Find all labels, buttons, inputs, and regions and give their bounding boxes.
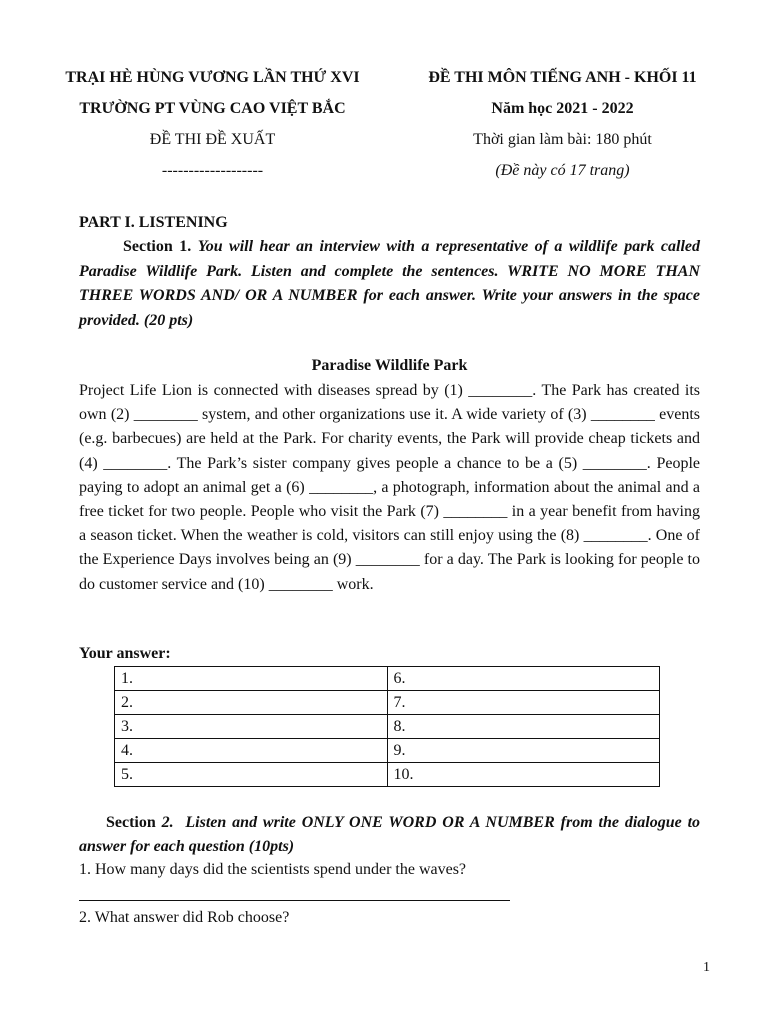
passage-text: Project Life Lion is connected with diseases spread by (1) ________. The Park has created its own (2) ________ system, and other organizations use it. A wide variety of (3) ________ events (e.g. barbecues) are held at the Park. For charity events, the Park will provide cheap tickets and (4) ________. The Park’s sister company gives people a chance to be a (5) ________. People paying to adopt an animal get a (6) ________, a photograph, information about the animal and a free ticket for two people. People who visit the Park (7) ________ in a year benefit from having a season ticket. When the weather is cold, visitors can still enjoy using the (8) ________. One of the Experience Days involves being an (9) ________ for a day. The Park is looking for people to do customer service and (10) ________ work. — [79, 382, 700, 593]
answer-cell-6[interactable]: 6. — [387, 667, 660, 691]
page-count-note: (Đề này có 17 trang) — [495, 162, 630, 179]
table-row — [115, 691, 660, 715]
page-number: 1 — [703, 960, 710, 975]
header-divider: ------------------- — [161, 162, 264, 179]
passage-title: Paradise Wildlife Park — [311, 357, 468, 374]
part-title: PART I. LISTENING — [79, 214, 228, 231]
section2-text: Listen and write ONLY ONE WORD OR A NUMBER from the dialogue to answer for each question (10pts) — [79, 814, 701, 855]
table-row — [115, 667, 660, 691]
exam-duration: Thời gian làm bài: 180 phút — [473, 131, 652, 148]
answer-line-1[interactable] — [79, 900, 510, 901]
answer-cell-5[interactable]: 5. — [115, 763, 388, 787]
exam-header — [40, 62, 730, 192]
answer-cell-1[interactable]: 1. — [115, 667, 388, 691]
answer-cell-10[interactable]: 10. — [387, 763, 660, 787]
school-year: Năm học 2021 - 2022 — [491, 100, 634, 117]
table-row — [115, 763, 660, 787]
section1-label: Section 1. — [123, 238, 192, 255]
answer-table — [114, 666, 660, 787]
section2-number: 2. — [161, 814, 174, 831]
table-row — [115, 715, 660, 739]
section2-instructions — [79, 811, 700, 859]
camp-name: TRẠI HÈ HÙNG VƯƠNG LẦN THỨ XVI — [65, 69, 360, 86]
header-left — [40, 62, 385, 186]
section1-text: You will hear an interview with a representative of a wildlife park called Paradise Wildlife Park. Listen and complete the sentences. WRITE NO MORE THAN THREE WORDS AND/ OR A NUMBER for each answer. Write your answers in the space provided. (20 pts) — [79, 238, 700, 329]
header-right — [395, 62, 730, 186]
answer-cell-7[interactable]: 7. — [387, 691, 660, 715]
exam-subject: ĐỀ THI MÔN TIẾNG ANH - KHỐI 11 — [428, 69, 697, 86]
school-name: TRƯỜNG PT VÙNG CAO VIỆT BẮC — [79, 100, 346, 117]
table-row — [115, 739, 660, 763]
your-answer-label: Your answer: — [79, 645, 171, 662]
question-2: 2. What answer did Rob choose? — [79, 909, 290, 926]
question-1: 1. How many days did the scientists spend under the waves? — [79, 861, 467, 878]
answer-cell-3[interactable]: 3. — [115, 715, 388, 739]
answer-cell-4[interactable]: 4. — [115, 739, 388, 763]
section1-instructions — [79, 235, 700, 333]
proposal-label: ĐỀ THI ĐỀ XUẤT — [149, 131, 276, 148]
section2-label: Section — [106, 814, 156, 831]
answer-cell-8[interactable]: 8. — [387, 715, 660, 739]
answer-cell-9[interactable]: 9. — [387, 739, 660, 763]
answer-cell-2[interactable]: 2. — [115, 691, 388, 715]
